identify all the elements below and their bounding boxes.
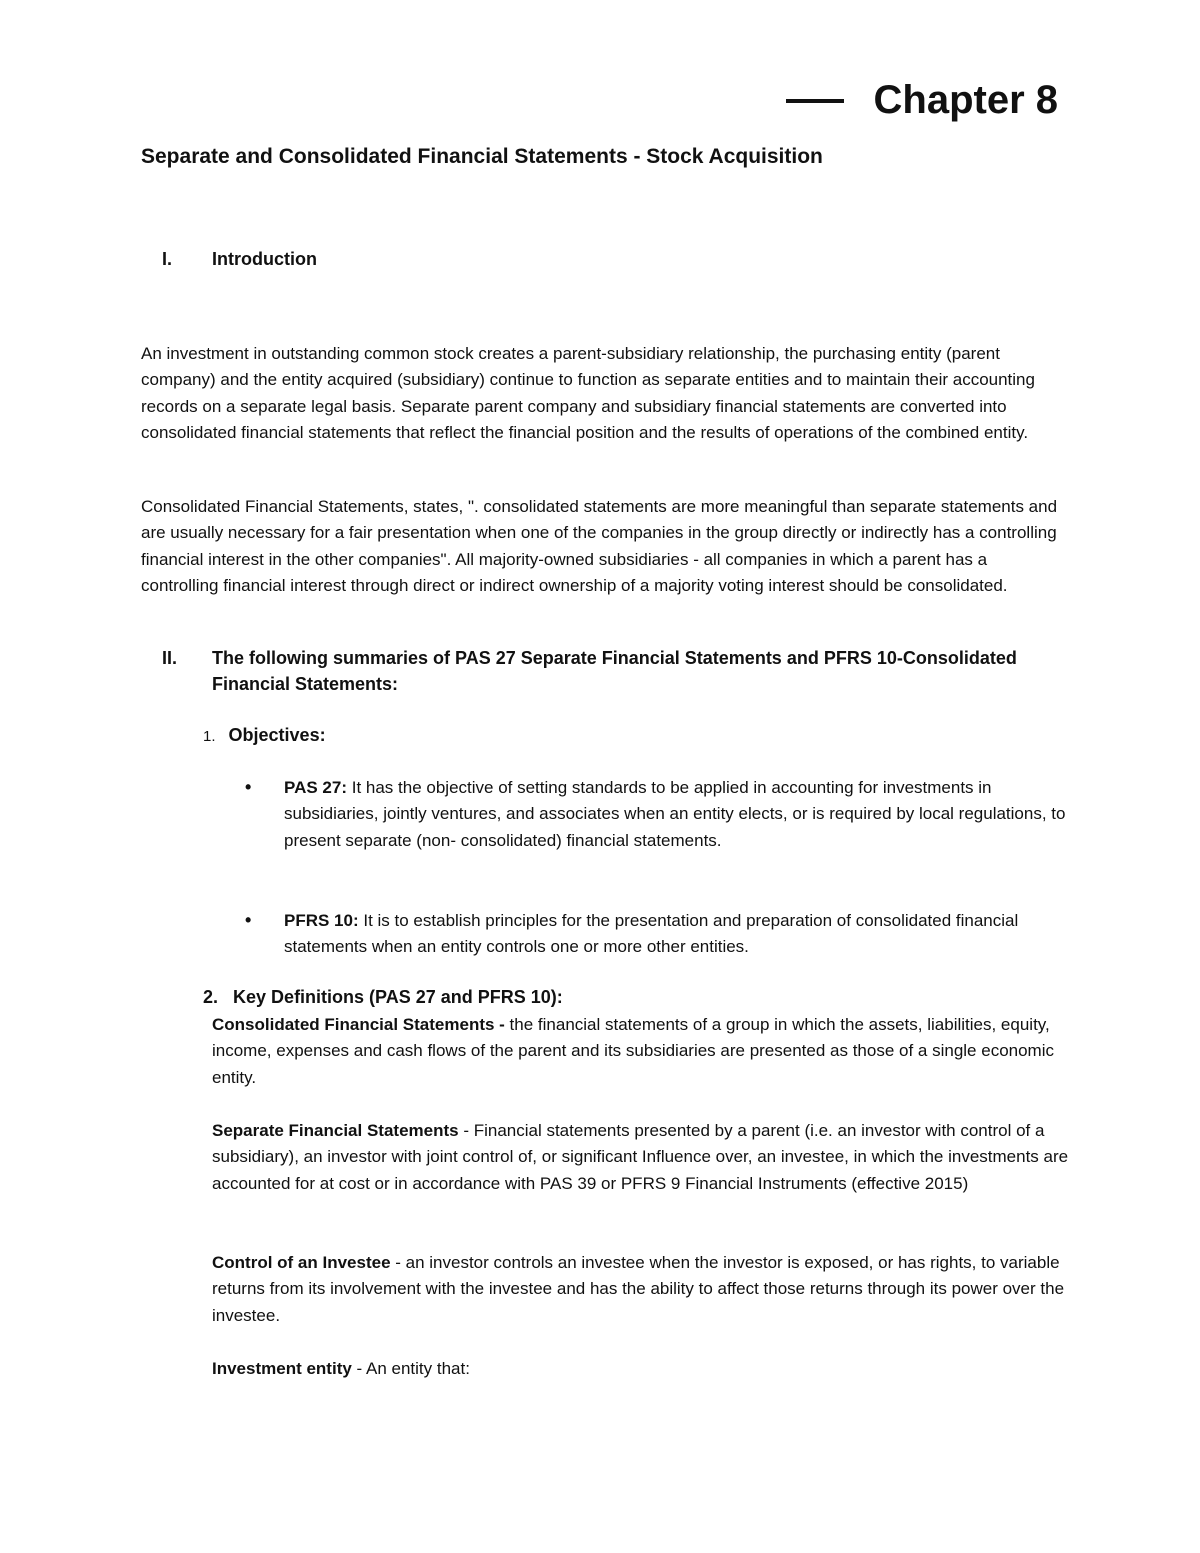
definition-investment-entity: [212, 1356, 1072, 1382]
section-1-numeral: I.: [162, 249, 173, 269]
bullet-text: It has the objective of setting standards to be applied in accounting for investments in subsidiaries, jointly ventures, and associates when an entity elects, or is required by local regulations, to present separate (non- consolidated) financial statements.: [284, 778, 1066, 850]
objectives-heading: [203, 725, 326, 746]
definition-term: Consolidated Financial Statements -: [212, 1015, 505, 1034]
bullet-icon: •: [245, 777, 252, 797]
definition-separate-fs: [212, 1118, 1072, 1197]
objectives-number: 1.: [203, 728, 216, 745]
definition-text: the financial statements of a group in which the assets, liabilities, equity, income, expenses and cash flows of the parent and its subsidiaries are presented as those of a single economic entity.: [212, 1015, 1054, 1087]
definitions-heading: [203, 987, 563, 1008]
definition-consolidated-fs: [212, 1012, 1072, 1091]
definitions-number: 2.: [203, 987, 219, 1007]
chapter-heading: [786, 78, 1059, 123]
definition-text: - An entity that:: [351, 1359, 470, 1378]
section-2-heading: [162, 645, 1082, 697]
intro-paragraph-2: Consolidated Financial Statements, states, ". consolidated statements are more meaningful than separate statements and are usually necessary for a fair presentation when one of the companies in the group directly or indirectly has a controlling financial interest in the other companies". All majority-owned subsidiaries - all companies in which a parent has a controlling financial interest through direct or indirect ownership of a majority voting interest should be consolidated.: [141, 497, 1058, 595]
definition-text: - Financial statements presented by a parent (i.e. an investor with control of a subsidiary), an investor with joint control of, or significant Influence over, an investee, in which the investments are accounted for at cost or in accordance with PAS 39 or PFRS 9 Financial Instruments (effective 2015): [212, 1121, 1069, 1193]
section-1-title: Introduction: [212, 249, 317, 269]
intro-paragraph-1: An investment in outstanding common stock creates a parent-subsidiary relationship, the purchasing entity (parent company) and the entity acquired (subsidiary) continue to function as separate entities and to maintain their accounting records on a separate legal basis. Separate parent company and subsidiary financial statements are converted into consolidated financial statements that reflect the financial position and the results of operations of the combined entity.: [141, 344, 1035, 442]
section-2-title-line-2: Financial Statements:: [212, 674, 399, 694]
chapter-rule: [786, 99, 844, 103]
document-title: Separate and Consolidated Financial Statements - Stock Acquisition: [141, 145, 823, 168]
definition-control-of-investee: [212, 1250, 1072, 1329]
section-2-numeral: II.: [162, 648, 178, 668]
objectives-title: Objectives:: [228, 725, 326, 745]
definition-term: Control of an Investee: [212, 1253, 391, 1272]
bullet-term: PAS 27:: [284, 778, 347, 797]
section-2-title-line-1: The following summaries of PAS 27 Separate Financial Statements and PFRS 10-Consolidated: [212, 648, 1017, 668]
bullet-text: It is to establish principles for the presentation and preparation of consolidated financial statements when an entity controls one or more other entities.: [284, 911, 1019, 957]
definition-text: - an investor controls an investee when the investor is exposed, or has rights, to variable returns from its involvement with the investee and has the ability to affect those returns through its power over the investee.: [212, 1253, 1065, 1325]
definition-term: Investment entity: [212, 1359, 352, 1378]
bullet-icon: •: [245, 910, 252, 930]
chapter-label: Chapter 8: [873, 78, 1058, 122]
objective-bullet-pas27: [284, 775, 1074, 854]
definitions-title: Key Definitions (PAS 27 and PFRS 10):: [233, 987, 563, 1007]
definition-term: Separate Financial Statements: [212, 1121, 459, 1140]
objective-bullet-pfrs10: [284, 908, 1074, 961]
bullet-term: PFRS 10:: [284, 911, 359, 930]
